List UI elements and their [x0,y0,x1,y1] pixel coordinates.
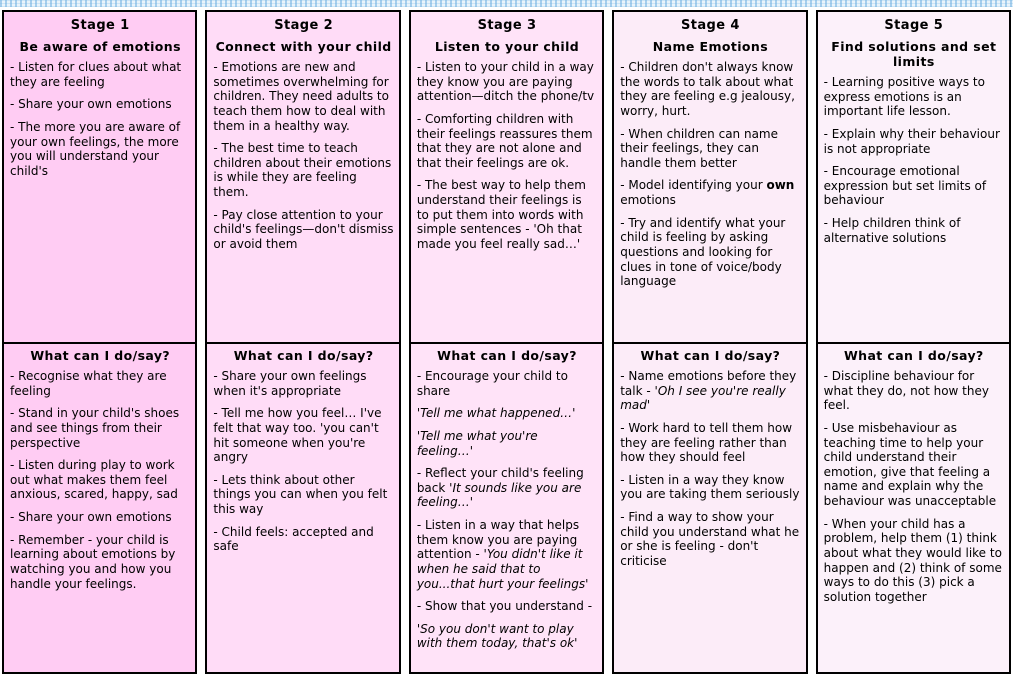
bullet-item: - Listen during play to work out what makes them feel anxious, scared, happy, sad [10,458,178,502]
bullet-item: 'So you don't want to play with them today, that's ok' [416,621,578,651]
bullet-item: - Pay close attention to your child's feelings—don't dismiss or avoid them [213,207,394,251]
bullet-item: - Comforting children with their feelings reassures them that they are not alone and that their feelings are ok. [416,111,593,170]
bullet-item: - Discipline behaviour for what they do, not how they feel. [823,369,989,413]
bullet-item: - When children can name their feelings, they can handle them better [620,126,778,170]
stage-column [816,10,1011,674]
stage-top-list [10,60,190,178]
bullet-item: 'Tell me what happened…' [416,406,576,421]
stage-column [205,10,400,674]
bullet-item: - Stand in your child's shoes and see things from their perspective [10,406,180,450]
bullet-item: - The best time to teach children about their emotions is while they are feeling them. [213,141,392,199]
stage-bottom-section [4,344,195,672]
stage-column [2,10,197,674]
bullet-item: - Listen for clues about what they are feeling [10,60,182,89]
stage-title: Stage 1 [70,18,130,33]
stage-top-section [614,12,805,344]
dosay-header: What can I do/say? [233,348,374,363]
stage-top-list [620,60,800,289]
dosay-header: What can I do/say? [437,348,577,363]
dosay-header: What can I do/say? [30,348,171,363]
bullet-item: - Share your own emotions [10,510,172,524]
bullet-item: - Remember - your child is learning about emotions by watching you and how you handle your feelings. [10,532,176,591]
bullet-item: - Explain why their behaviour is not appropriate [823,126,1000,156]
stage-top-list [824,75,1004,245]
bullet-item: - Model identifying your own emotions [620,178,795,207]
stage-bottom-list [10,369,190,591]
bullet-item: 'Tell me what you're feeling…' [416,428,538,458]
bullet-item: - Tell me how you feel… I've felt that way too. 'you can't hit someone when you're angry [213,406,382,465]
stage-title: Stage 2 [274,18,334,33]
stage-subtitle: Connect with your child [215,39,392,54]
bullet-item: - When your child has a problem, help them (1) think about what they would like to happen and (2) think of some ways to do this (3) pick a solution together [823,516,1002,604]
bullet-item: - Share your own feelings when it's appropriate [213,369,367,398]
stage-subtitle: Find solutions and set limits [831,39,997,69]
stage-bottom-section [614,344,805,672]
bullet-item: - Learning positive ways to express emotions is an important life lesson. [823,75,985,119]
bullet-item: - Help children think of alternative solutions [823,216,961,245]
stage-top-section [4,12,195,344]
decorative-top-ribbon [0,0,1013,7]
bullet-item: - Encourage emotional expression but set limits of behaviour [823,164,987,208]
bullet-item: - The best way to help them understand their feelings is to put them into words with simple sentences - 'Oh that made you feel really sad…' [416,178,586,251]
stage-column [409,10,604,674]
bullet-item: - Name emotions before they talk - 'Oh I see you're really mad' [620,369,797,413]
stage-subtitle: Name Emotions [652,39,769,54]
bullet-item: - Reflect your child's feeling back 'It sounds like you are feeling…' [416,466,584,510]
bullet-item: - Find a way to show your child you understand what he or she is feeling - don't criticise [620,510,800,568]
bullet-item: - Work hard to tell them how they are feeling rather than how they should feel [620,420,793,465]
stage-bottom-section [207,344,398,672]
bullet-item: - Lets think about other things you can when you felt this way [213,472,388,516]
bullet-item: - Encourage your child to share [416,369,568,398]
dosay-header: What can I do/say? [640,348,781,363]
bullet-item: - Use misbehaviour as teaching time to help your child understand their emotion, give that feeling a name and explain why the behaviour was unacceptable [823,420,997,508]
stage-top-list [417,60,597,252]
bullet-item: - Listen to your child in a way they know you are paying attention—ditch the phone/tv [416,60,595,104]
bullet-item: - The more you are aware of your own feelings, the more you will understand your child's [10,119,181,178]
bullet-item: - Emotions are new and sometimes overwhelming for children. They need adults to teach them how to deal with them in a healthy way. [213,60,389,133]
stage-top-section [411,12,602,344]
stage-bottom-list [620,369,800,569]
stage-title: Stage 4 [681,18,740,33]
stage-subtitle: Be aware of emotions [19,39,181,54]
bullet-item: - Show that you understand - [416,599,593,614]
stage-top-list [213,60,393,252]
stage-bottom-section [411,344,602,672]
stages-row [2,10,1011,674]
bullet-item: - Try and identify what your child is feeling by asking questions and looking for clues in tone of voice/body language [620,215,786,289]
dosay-header: What can I do/say? [843,348,984,363]
bullet-item: - Child feels: accepted and safe [213,524,374,554]
stage-subtitle: Listen to your child [434,39,580,54]
bullet-item: - Share your own emotions [10,97,172,112]
stage-bottom-section [818,344,1009,672]
stage-bottom-list [417,369,597,651]
bullet-item: - Recognise what they are feeling [10,369,167,398]
stage-title: Stage 5 [884,18,944,33]
stage-bottom-list [824,369,1004,604]
stage-bottom-list [213,369,393,554]
bullet-item: - Children don't always know the words to talk about what they are feeling e.g jealousy, worry, hurt. [620,60,795,118]
stage-top-section [818,12,1009,344]
stage-title: Stage 3 [477,18,537,33]
stage-top-section [207,12,398,344]
stage-column [612,10,807,674]
bullet-item: - Listen in a way that helps them know you are paying attention - 'You didn't like it when he said that to you...that hurt your feelings' [416,518,589,591]
bullet-item: - Listen in a way they know you are taking them seriously [620,472,800,502]
